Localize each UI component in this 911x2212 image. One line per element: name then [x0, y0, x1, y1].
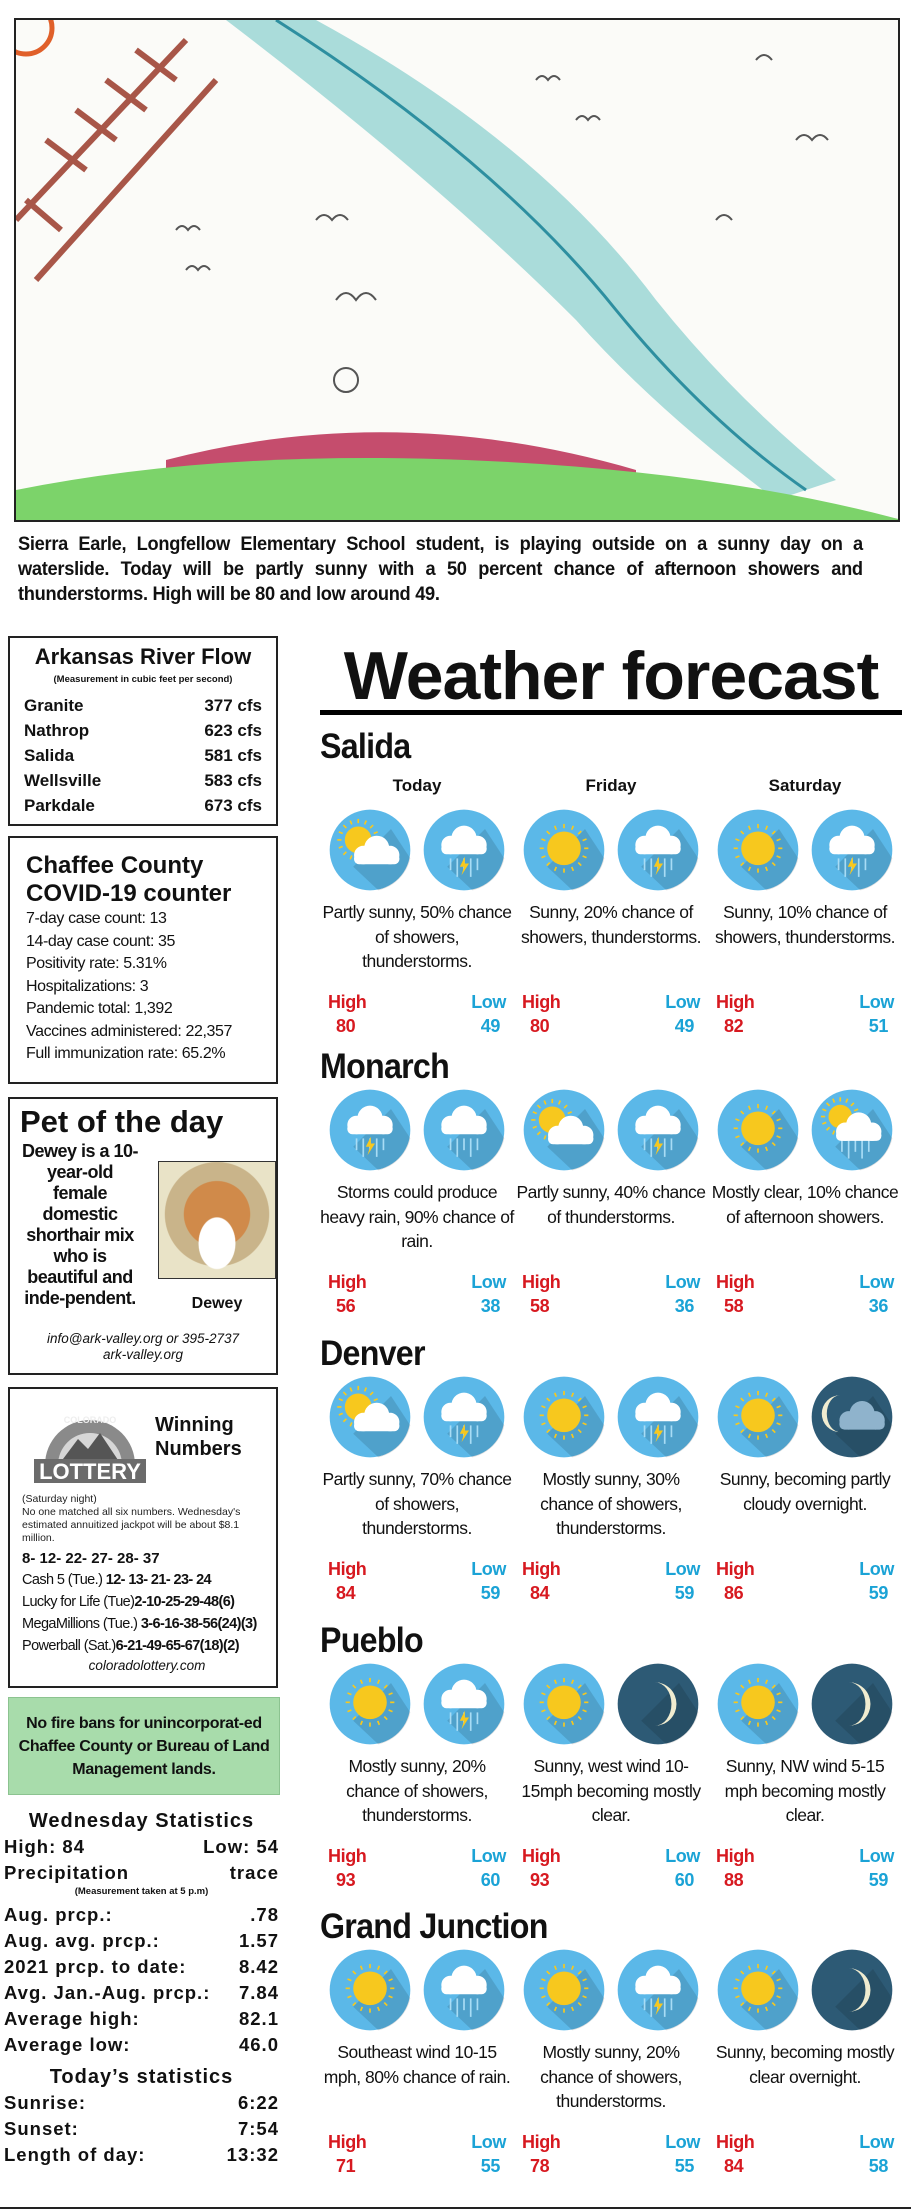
rain-icon: [422, 1088, 506, 1172]
high-value: 84: [530, 1583, 550, 1603]
gauge-name: Wellsville: [24, 771, 102, 790]
covid-counter-box: [8, 836, 278, 1084]
low-value: 59: [868, 1583, 888, 1603]
wednesday-stats-title: Wednesday Statistics: [28, 1810, 255, 1832]
low-value: 36: [674, 1296, 694, 1316]
low-value: 58: [868, 2156, 888, 2176]
storm-icon: [616, 1948, 700, 2032]
forecast-description: Sunny, NW wind 5-15 mph becoming mostly clear.: [724, 1756, 886, 1825]
forecast-city-denver: [320, 1335, 902, 1620]
lottery-note: No one matched all six numbers. Wednesday's estimated annuitized jackpot will be about $8.1 million.: [22, 1506, 241, 1544]
game-numbers: 3-6-16-38-56(24)(3): [140, 1616, 257, 1632]
low-value: 36: [868, 1296, 888, 1316]
gauge-name: Granite: [24, 696, 84, 715]
storm-icon: [328, 1088, 412, 1172]
covid-stat: 14-day case count: 35: [26, 932, 176, 950]
stat-label: Avg. Jan.-Aug. prcp.:: [4, 1982, 211, 2003]
covid-title-line2: COVID-19 counter: [26, 880, 232, 907]
low-label: Low: [859, 2132, 894, 2152]
flow-value: 623 cfs: [204, 721, 262, 740]
stat-label: Length of day:: [4, 2144, 146, 2165]
low-value: 55: [480, 2156, 500, 2176]
high-value: 80: [530, 1016, 550, 1036]
covid-stat: Vaccines administered: 22,357: [26, 1022, 233, 1040]
low-value: 49: [480, 1016, 500, 1036]
pet-photo: [158, 1161, 276, 1279]
logo-main-text: LOTTERY: [39, 1459, 141, 1484]
low-value: 38: [480, 1296, 500, 1316]
stat-label: Aug. prcp.:: [4, 1904, 113, 1925]
city-name: Pueblo: [320, 1621, 423, 1660]
precip-label: Precipitation: [4, 1862, 130, 1883]
covid-stat: 7-day case count: 13: [26, 910, 167, 927]
low-label: Low: [859, 1846, 894, 1866]
low-value: 49: [674, 1016, 694, 1036]
partly-sunny-icon: [328, 808, 412, 892]
forecast-description: Storms could produce heavy rain, 90% chance of rain.: [320, 1182, 514, 1251]
river-flow-subtitle: (Measurement in cubic feet per second): [53, 674, 233, 685]
high-label: High: [716, 1559, 755, 1579]
forecast-description: Mostly sunny, 20% chance of showers, thunderstorms.: [540, 2042, 682, 2111]
stat-row: [4, 2032, 279, 2058]
city-name: Salida: [320, 727, 411, 766]
stat-label: Sunrise:: [4, 2092, 87, 2113]
photo-caption: Sierra Earle, Longfellow Elementary School student, is playing outside on a sunny day on a waterslide. Today will be partly sunny with a 50 percent chance of afternoon showers and thunderstorms. High will be 80 and low around 49.: [18, 534, 863, 605]
sunny-icon: [716, 1088, 800, 1172]
sunny-icon: [522, 808, 606, 892]
stat-row: [4, 1954, 279, 1980]
stat-label: Sunset:: [4, 2118, 79, 2139]
low-label: Low: [471, 1272, 506, 1292]
high-value: 80: [336, 1016, 356, 1036]
game-label: MegaMillions (Tue.): [22, 1616, 141, 1632]
covid-stat: Full immunization rate: 65.2%: [26, 1045, 226, 1062]
pet-contact: info@ark-valley.org or 395-2737: [46, 1331, 240, 1346]
sunny-icon: [328, 1948, 412, 2032]
low-value: 59: [480, 1583, 500, 1603]
forecast-description: Sunny, becoming mostly clear overnight.: [715, 2042, 895, 2087]
city-name: Grand Junction: [320, 1907, 548, 1946]
forecast-city-grand-junction: [320, 1908, 902, 2193]
high-value: 88: [724, 1870, 744, 1890]
sunny-icon: [716, 1662, 800, 1746]
low-value: 59: [868, 1870, 888, 1890]
partly-sunny-icon: [328, 1375, 412, 1459]
high-value: 86: [724, 1583, 744, 1603]
stat-row: [4, 1902, 279, 1928]
river-flow-row: [24, 693, 262, 718]
gauge-name: Salida: [24, 746, 75, 765]
stat-row: [4, 2006, 279, 2032]
low-label: Low: [471, 2132, 506, 2152]
high-label: High: [522, 1272, 561, 1292]
high-value: 58: [530, 1296, 550, 1316]
forecast-description: Sunny, west wind 10-15mph becoming mostly clear.: [521, 1756, 701, 1825]
moon-cloud-icon: [810, 1375, 894, 1459]
wednesday-low: Low: 54: [203, 1836, 279, 1857]
moon-icon: [616, 1662, 700, 1746]
low-label: Low: [665, 1846, 700, 1866]
stat-value: 6:22: [237, 2092, 279, 2113]
partly-sunny-rain-icon: [810, 1088, 894, 1172]
storm-icon: [422, 1375, 506, 1459]
stat-label: Average low:: [4, 2034, 131, 2055]
river-flow-title: Arkansas River Flow: [34, 644, 252, 669]
sunny-icon: [522, 1375, 606, 1459]
high-label: High: [328, 1272, 367, 1292]
lottery-main-numbers: 8- 12- 22- 27- 28- 37: [22, 1550, 160, 1567]
game-label: Lucky for Life (Tue): [22, 1594, 135, 1610]
forecast-description: Sunny, becoming partly cloudy overnight.: [719, 1469, 891, 1514]
stat-row: [4, 2090, 279, 2116]
forecast-city-pueblo: [320, 1622, 902, 1907]
high-value: 56: [336, 1296, 356, 1316]
stat-value: 1.57: [238, 1930, 279, 1951]
lottery-game-row: [22, 1613, 272, 1635]
measurement-note: (Measurement taken at 5 p.m): [74, 1886, 209, 1897]
low-value: 60: [674, 1870, 694, 1890]
stat-row: [4, 1980, 279, 2006]
high-value: 84: [724, 2156, 744, 2176]
game-numbers: 6-21-49-65-67(18)(2): [115, 1638, 239, 1654]
low-value: 51: [868, 1016, 888, 1036]
covid-stat: Pandemic total: 1,392: [26, 1000, 173, 1017]
low-label: Low: [471, 992, 506, 1012]
sunny-icon: [716, 808, 800, 892]
sunny-icon: [716, 1948, 800, 2032]
sunny-icon: [716, 1375, 800, 1459]
low-label: Low: [665, 992, 700, 1012]
river-flow-row: [24, 718, 262, 743]
high-label: High: [328, 1846, 367, 1866]
stat-row: [4, 2142, 279, 2168]
stat-value: 8.42: [238, 1956, 279, 1977]
stat-value: 82.1: [238, 2008, 279, 2029]
wednesday-high: High: 84: [4, 1836, 85, 1857]
statistics-section: [4, 1808, 279, 2168]
forecast-description: Partly sunny, 70% chance of showers, thunderstorms.: [322, 1469, 512, 1538]
storm-icon: [616, 1088, 700, 1172]
lottery-heading-line1: Winning: [155, 1414, 234, 1436]
forecast-city-monarch: [320, 1048, 902, 1333]
covid-stat: Hospitalizations: 3: [26, 977, 149, 995]
river-flow-row: [24, 768, 262, 793]
high-label: High: [328, 1559, 367, 1579]
stat-value: 7:54: [237, 2118, 279, 2139]
gauge-name: Parkdale: [24, 796, 95, 815]
day-header: Saturday: [768, 776, 842, 795]
high-label: High: [716, 992, 755, 1012]
stat-label: Aug. avg. prcp.:: [4, 1930, 160, 1951]
river-flow-box: [8, 636, 278, 826]
high-label: High: [716, 1272, 755, 1292]
lottery-when: (Saturday night): [22, 1493, 97, 1505]
stat-row: [4, 2116, 279, 2142]
forecast-description: Sunny, 10% chance of showers, thunderstorms.: [714, 902, 896, 947]
game-label: Powerball (Sat.): [22, 1638, 116, 1654]
high-label: High: [522, 1846, 561, 1866]
flow-value: 673 cfs: [204, 796, 262, 815]
game-numbers: 2-10-25-29-48(6): [134, 1594, 235, 1610]
forecast-city-salida: [320, 727, 902, 1036]
day-header: Friday: [585, 776, 637, 795]
partly-sunny-icon: [522, 1088, 606, 1172]
low-label: Low: [665, 2132, 700, 2152]
bottom-rule: [0, 2207, 911, 2209]
sunny-icon: [328, 1662, 412, 1746]
low-value: 59: [674, 1583, 694, 1603]
forecast-description: Partly sunny, 50% chance of showers, thunderstorms.: [322, 902, 512, 971]
stat-value: 7.84: [238, 1982, 279, 2003]
low-label: Low: [859, 1559, 894, 1579]
sunny-icon: [522, 1662, 606, 1746]
storm-icon: [616, 808, 700, 892]
low-label: Low: [859, 1272, 894, 1292]
high-label: High: [716, 2132, 755, 2152]
high-value: 71: [336, 2156, 356, 2176]
low-label: Low: [471, 1846, 506, 1866]
forecast-description: Southeast wind 10-15 mph, 80% chance of rain.: [323, 2042, 511, 2087]
colorado-lottery-logo: [30, 1403, 150, 1488]
city-name: Denver: [320, 1334, 425, 1373]
river-flow-row: [24, 793, 262, 818]
high-label: High: [522, 2132, 561, 2152]
low-value: 55: [674, 2156, 694, 2176]
stat-value: 46.0: [238, 2034, 279, 2055]
city-name: Monarch: [320, 1047, 450, 1086]
game-label: Cash 5 (Tue.): [22, 1572, 106, 1588]
high-value: 93: [336, 1870, 356, 1890]
high-value: 84: [336, 1583, 356, 1603]
pet-title: Pet of the day: [20, 1104, 224, 1139]
lottery-heading-line2: Numbers: [155, 1438, 242, 1460]
pet-photo-caption: Dewey: [191, 1295, 243, 1312]
high-label: High: [522, 1559, 561, 1579]
drawing-illustration: [16, 20, 900, 522]
high-label: High: [328, 2132, 367, 2152]
lottery-game-row: [22, 1591, 272, 1613]
high-value: 78: [530, 2156, 550, 2176]
storm-icon: [810, 808, 894, 892]
forecast-description: Sunny, 20% chance of showers, thunderstorms.: [520, 902, 702, 947]
high-value: 58: [724, 1296, 744, 1316]
weather-forecast-title: Weather forecast: [320, 640, 902, 715]
game-numbers: 12- 13- 21- 23- 24: [105, 1572, 212, 1588]
student-drawing: [14, 18, 900, 522]
fire-ban-notice: No fire bans for unincorporat-ed Chaffee County or Bureau of Land Management lands.: [8, 1697, 280, 1795]
precip-value: trace: [229, 1862, 279, 1883]
lottery-game-row: [22, 1635, 272, 1657]
high-label: High: [522, 992, 561, 1012]
pet-website: ark-valley.org: [102, 1347, 184, 1362]
low-label: Low: [471, 1559, 506, 1579]
storm-icon: [422, 808, 506, 892]
storm-icon: [422, 1662, 506, 1746]
high-label: High: [328, 992, 367, 1012]
low-label: Low: [665, 1272, 700, 1292]
stat-row: [4, 1928, 279, 1954]
forecast-description: Mostly sunny, 30% chance of showers, thunderstorms.: [540, 1469, 682, 1538]
forecast-description: Mostly clear, 10% chance of afternoon showers.: [711, 1182, 899, 1227]
flow-value: 581 cfs: [204, 746, 262, 765]
forecast-description: Partly sunny, 40% chance of thunderstorms.: [516, 1182, 706, 1227]
stat-value: 13:32: [226, 2144, 279, 2165]
gauge-name: Nathrop: [24, 721, 90, 740]
moon-icon: [810, 1948, 894, 2032]
flow-value: 583 cfs: [204, 771, 262, 790]
high-label: High: [716, 1846, 755, 1866]
logo-top-text: COLORADO: [63, 1415, 117, 1425]
stat-label: 2021 prcp. to date:: [4, 1956, 187, 1977]
high-value: 82: [724, 1016, 744, 1036]
storm-icon: [616, 1375, 700, 1459]
lottery-box: [8, 1387, 278, 1688]
low-label: Low: [859, 992, 894, 1012]
pet-of-the-day-box: [8, 1097, 278, 1375]
day-header: Today: [392, 776, 442, 795]
high-value: 93: [530, 1870, 550, 1890]
low-label: Low: [665, 1559, 700, 1579]
low-value: 60: [480, 1870, 500, 1890]
forecast-description: Mostly sunny, 20% chance of showers, thunderstorms.: [346, 1756, 488, 1825]
sunny-icon: [522, 1948, 606, 2032]
lottery-website: coloradolottery.com: [88, 1658, 206, 1673]
stat-label: Average high:: [4, 2008, 140, 2029]
pet-description: Dewey is a 10-year-old female domestic shorthair mix who is beautiful and inde-pendent.: [21, 1141, 139, 1308]
covid-title-line1: Chaffee County: [26, 852, 204, 879]
rain-icon: [422, 1948, 506, 2032]
flow-value: 377 cfs: [204, 696, 262, 715]
lottery-game-row: [22, 1569, 272, 1591]
covid-stat: Positivity rate: 5.31%: [26, 955, 167, 972]
today-stats-title: Today’s statistics: [49, 2066, 234, 2088]
river-flow-row: [24, 743, 262, 768]
stat-value: .78: [250, 1904, 279, 1925]
moon-icon: [810, 1662, 894, 1746]
